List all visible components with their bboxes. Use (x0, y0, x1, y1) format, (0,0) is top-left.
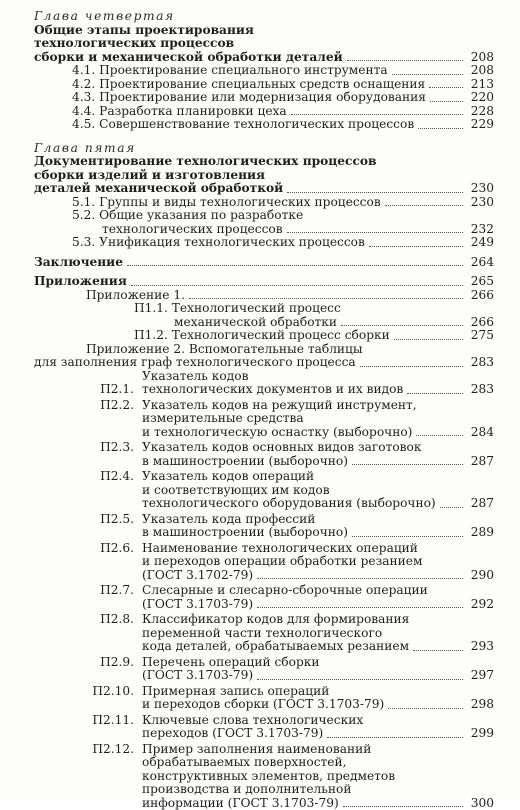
section-title-line (72, 209, 494, 223)
page-number: 290 (466, 569, 494, 583)
section-number: 4.2. (72, 78, 95, 92)
leader-dots (343, 806, 463, 807)
leader-dots (413, 650, 463, 651)
page-number: 208 (466, 51, 494, 65)
item-body (142, 714, 494, 741)
leader-dots (392, 74, 463, 75)
chapter5-title-row (34, 182, 494, 196)
leader-dots (257, 607, 463, 608)
appendix1-block (86, 289, 494, 303)
leader-dots (189, 298, 463, 299)
page-number: 298 (466, 698, 494, 712)
section-title: технологических процессов (102, 223, 283, 237)
section-title-row (102, 223, 494, 237)
chapter5-title-line: Документирование технологических процессов (34, 155, 494, 169)
section-title: Совершенствование технологических процессов (99, 118, 414, 132)
toc-entry[interactable] (134, 329, 494, 343)
item-title-line (134, 302, 494, 316)
item-title-line: и соответствующих им кодов (142, 484, 494, 498)
toc-entry[interactable] (134, 302, 494, 329)
page-number: 232 (466, 223, 494, 237)
leader-dots (287, 232, 463, 233)
chapter4-title-last: сборки и механической обработки деталей (34, 51, 343, 65)
leader-dots (407, 393, 463, 394)
leader-dots (418, 128, 463, 129)
item-title-line: Наименование технологических операций (142, 542, 494, 556)
page-number: 283 (466, 383, 494, 397)
item-title-line: и переходов операции обработки резанием (142, 555, 494, 569)
item-title: в машиностроении (выборочно) (142, 455, 348, 469)
item-title-line: Примерная запись операций (142, 685, 494, 699)
item-title: (ГОСТ 3.1702-79) (142, 569, 253, 583)
item-number: П2.5. (90, 513, 142, 527)
page-number: 289 (466, 526, 494, 540)
chapter4-title-line: технологических процессов (34, 37, 494, 51)
item-number: П2.7. (90, 584, 142, 598)
page-number: 292 (466, 598, 494, 612)
toc-entry-appendices[interactable] (34, 275, 494, 289)
item-body (142, 399, 494, 440)
toc-entry[interactable] (90, 513, 494, 540)
leader-dots (352, 536, 463, 537)
leader-dots (347, 60, 463, 61)
item-body (142, 584, 494, 611)
chapter5-title (34, 155, 494, 196)
leader-dots (360, 366, 463, 367)
toc-entry[interactable] (72, 196, 494, 210)
leader-dots (291, 114, 463, 115)
page-number: 264 (466, 256, 494, 270)
leader-dots (416, 435, 463, 436)
toc-entry[interactable] (72, 64, 494, 78)
section-number: 5.1. (72, 196, 95, 210)
item-title-line: измерительные средства (142, 412, 494, 426)
item-title-line: переменной части технологического (142, 627, 494, 641)
item-title-line: Указатель кода профессий (142, 513, 494, 527)
item-title-row (174, 316, 494, 330)
page-number: 275 (466, 329, 494, 343)
page-number: 213 (466, 78, 494, 92)
section-title: Группы и виды технологических процессов (99, 196, 381, 210)
toc-entry[interactable] (90, 685, 494, 712)
leader-dots (287, 192, 463, 193)
item-title: информации (ГОСТ 3.1703-79) (142, 797, 339, 810)
item-title: в машиностроении (выборочно) (142, 526, 348, 540)
item-title-row (142, 698, 494, 712)
toc-entry[interactable] (90, 613, 494, 654)
toc-entry[interactable] (90, 370, 494, 397)
item-title-line: Указатель кодов основных видов заготовок (142, 441, 494, 455)
item-title: и переходов сборки (ГОСТ 3.1703-79) (142, 698, 384, 712)
item-title-line: производства и дополнительной (142, 783, 494, 797)
item-body (142, 743, 494, 810)
toc-entry[interactable] (90, 470, 494, 511)
page-number: 228 (466, 105, 494, 119)
chapter4-title-line: Общие этапы проектирования (34, 24, 494, 38)
leader-dots (430, 101, 463, 102)
toc-entry[interactable] (90, 441, 494, 468)
item-title: (ГОСТ 3.1703-79) (142, 669, 253, 683)
item-title-line: Классификатор кодов для формирования (142, 613, 494, 627)
section-number: 4.4. (72, 105, 95, 119)
item-title-row (142, 569, 494, 583)
toc-entry[interactable] (90, 714, 494, 741)
chapter5-sections (72, 196, 494, 250)
item-title-line: Перечень операций сборки (142, 656, 494, 670)
item-title: Технологический процесс (172, 301, 341, 315)
leader-dots (352, 464, 463, 465)
page-number: 266 (466, 316, 494, 330)
toc-entry[interactable] (90, 743, 494, 810)
page-number: 297 (466, 669, 494, 683)
chapter4-title (34, 24, 494, 65)
item-body (142, 613, 494, 654)
page-number: 287 (466, 455, 494, 469)
section-number: 5.3. (72, 236, 95, 250)
item-number: П2.12. (90, 743, 142, 757)
section-title: Унификация технологических процессов (99, 236, 365, 250)
toc-entry[interactable] (72, 91, 494, 105)
leader-dots (429, 87, 463, 88)
item-title-line: обрабатываемых поверхностей, (142, 756, 494, 770)
item-title-row (142, 598, 494, 612)
item-title-line: Пример заполнения наименований (142, 743, 494, 757)
item-title-row (142, 426, 494, 440)
item-title-line: Указатель кодов на режущий инструмент, (142, 399, 494, 413)
appendix2-block[interactable] (86, 343, 494, 357)
chapter4-title-row (34, 51, 494, 65)
section-number: 4.5. (72, 118, 95, 132)
item-body (142, 685, 494, 712)
leader-dots (257, 679, 463, 680)
item-title: технологических документов и их видов (142, 383, 403, 397)
toc-entry[interactable] (72, 105, 494, 119)
leader-dots (369, 246, 463, 247)
item-title: переходов (ГОСТ 3.1703-79) (142, 727, 323, 741)
item-number: П1.2. (134, 329, 168, 343)
section-title: Общие указания по разработке (99, 208, 303, 222)
item-title: технологического оборудования (выборочно) (142, 497, 436, 511)
section-number: 5.2. (72, 208, 95, 222)
toc-entry[interactable] (90, 584, 494, 611)
item-title: и технологическую оснастку (выборочно) (142, 426, 412, 440)
item-number: П2.8. (90, 613, 142, 627)
item-title-row (142, 455, 494, 469)
item-number: П1.1. (134, 301, 168, 315)
item-title-row (142, 727, 494, 741)
toc-entry[interactable] (90, 399, 494, 440)
item-body (142, 656, 494, 683)
leader-dots (327, 737, 463, 738)
appendix2-title-line: Приложение 2. Вспомогательные таблицы (86, 343, 494, 357)
leader-dots (127, 265, 463, 266)
item-number: П2.10. (90, 685, 142, 699)
item-body (142, 513, 494, 540)
page-number: 229 (466, 118, 494, 132)
toc-entry[interactable] (72, 209, 494, 236)
spacer (34, 132, 494, 138)
item-number: П2.1. (90, 383, 142, 397)
chapter4-sections (72, 64, 494, 132)
item-title-row (142, 640, 494, 654)
page-number: 299 (466, 727, 494, 741)
leader-dots (131, 285, 463, 286)
section-number: 4.1. (72, 64, 95, 78)
page-number: 287 (466, 497, 494, 511)
chapter5-title-line: сборки изделий и изготовления (34, 169, 494, 183)
item-title-line: Слесарные и слесарно-сборочные операции (142, 584, 494, 598)
conclusion-title: Заключение (34, 256, 123, 270)
leader-dots (257, 578, 463, 579)
item-title: (ГОСТ 3.1703-79) (142, 598, 253, 612)
page-number: 284 (466, 426, 494, 440)
page-number: 230 (466, 196, 494, 210)
appendix2-title-row[interactable] (34, 356, 494, 370)
item-title-line: Ключевые слова технологических (142, 714, 494, 728)
item-title-line: Указатель кодов (142, 370, 494, 384)
page-number: 208 (466, 64, 494, 78)
page-number: 300 (466, 797, 494, 810)
appendices-title: Приложения (34, 275, 127, 289)
item-number: П2.4. (90, 470, 142, 484)
page-number: 230 (466, 182, 494, 196)
leader-dots (388, 708, 463, 709)
section-title: Проектирование или модернизация оборудования (99, 91, 426, 105)
item-number: П2.2. (90, 399, 142, 413)
item-body (142, 370, 494, 397)
page-number: 249 (466, 236, 494, 250)
item-body (142, 542, 494, 583)
chapter5-title-last: деталей механической обработкой (34, 182, 283, 196)
item-title: кода деталей, обрабатываемых резанием (142, 640, 409, 654)
appendix1-title: Приложение 1. (86, 289, 185, 303)
toc-entry[interactable] (90, 656, 494, 683)
item-title: Технологический процесс сборки (172, 329, 390, 343)
toc-entry[interactable] (90, 542, 494, 583)
item-title-line: Указатель кодов операций (142, 470, 494, 484)
item-body (142, 470, 494, 511)
appendix1-items (134, 302, 494, 343)
item-title-row (142, 797, 494, 810)
item-title-line: конструктивных элементов, предметов (142, 770, 494, 784)
leader-dots (341, 325, 463, 326)
toc-entry[interactable] (72, 118, 494, 132)
chapter5-label: Глава пятая (34, 142, 494, 156)
page-number: 266 (466, 289, 494, 303)
page-number: 265 (466, 275, 494, 289)
item-title-row (142, 497, 494, 511)
page-number: 220 (466, 91, 494, 105)
item-title-row (142, 669, 494, 683)
item-number: П2.3. (90, 441, 142, 455)
item-title-row (142, 526, 494, 540)
leader-dots (394, 339, 463, 340)
leader-dots (385, 205, 463, 206)
item-number: П2.6. (90, 542, 142, 556)
page-number: 293 (466, 640, 494, 654)
section-number: 4.3. (72, 91, 95, 105)
section-title: Разработка планировки цеха (99, 105, 287, 119)
section-title: Проектирование специальных средств оснащения (99, 78, 425, 92)
page-number: 283 (466, 356, 494, 370)
item-number: П2.11. (90, 714, 142, 728)
item-title-row (142, 383, 494, 397)
toc-entry[interactable] (72, 236, 494, 250)
item-title: механической обработки (174, 316, 337, 330)
toc-entry-conclusion[interactable] (34, 256, 494, 270)
item-body (142, 441, 494, 468)
appendix2-title-last: для заполнения граф технологического процесса (34, 356, 356, 370)
toc-entry[interactable] (72, 78, 494, 92)
section-title: Проектирование специального инструмента (99, 64, 388, 78)
item-number: П2.9. (90, 656, 142, 670)
leader-dots (440, 507, 463, 508)
toc-entry-appendix1[interactable] (86, 289, 494, 303)
chapter4-label: Глава четвертая (34, 10, 494, 24)
appendix2-items (90, 370, 494, 810)
